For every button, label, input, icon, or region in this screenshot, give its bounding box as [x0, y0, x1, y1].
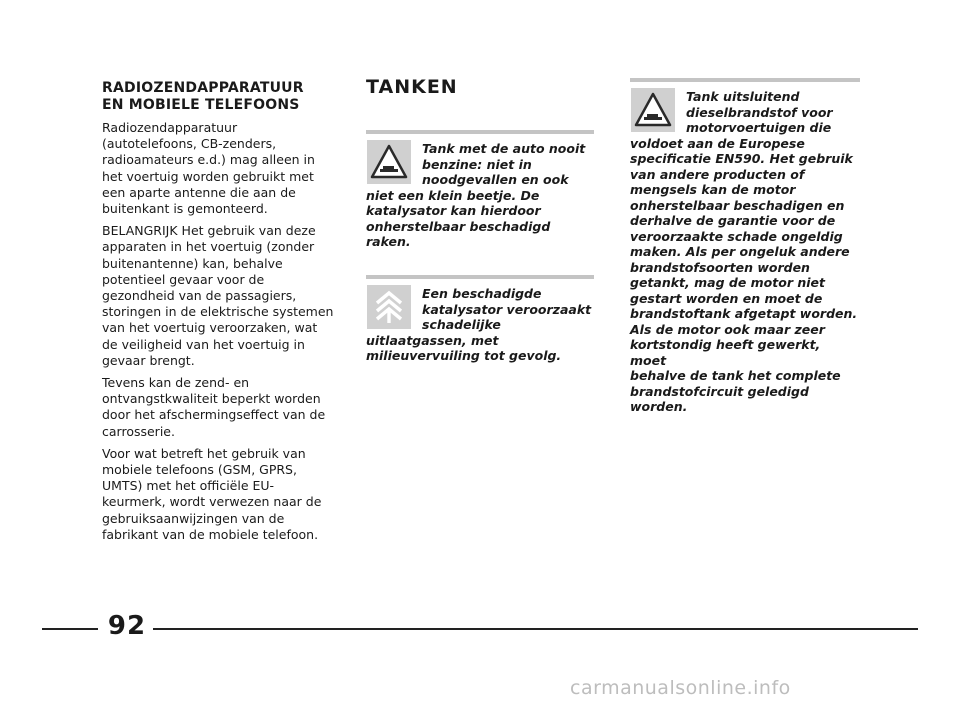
left-column — [102, 80, 334, 549]
warning-triangle-icon — [367, 140, 411, 184]
warning-box-catalyst — [366, 275, 594, 364]
paragraph: BELANGRIJK Het gebruik van deze apparaten in het voertuig (zonder buitenantenne) kan, behalve potentieel gevaar voor de gezondheid van de passagiers, storingen in de elektrische systemen van het voertuig veroorzaken, wat de veiligheid van het voertuig in gevaar brengt. — [102, 223, 334, 368]
environment-chevron-icon — [367, 285, 411, 329]
warning-triangle-icon — [631, 88, 675, 132]
warning-text: Tank met de auto nooit benzine: niet in noodgevallen en ook niet een klein beetje. De katalysator kan hierdoor onherstelbaar beschadigd raken. — [366, 141, 586, 249]
watermark: carmanualsonline.info — [570, 677, 791, 699]
warning-box-diesel — [630, 78, 860, 415]
footer-rule-left — [42, 628, 98, 630]
page-number: 92 — [107, 611, 147, 641]
paragraph: Voor wat betreft het gebruik van mobiele telefoons (GSM, GPRS, UMTS) met het officiële EU-keurmerk, wordt verwezen naar de gebruiksaanwijzingen van de fabrikant van de mobiele telefoon. — [102, 445, 322, 542]
radio-section-heading: RADIOZENDAPPARATUUR EN MOBIELE TELEFOONS — [102, 80, 304, 113]
paragraph: Radiozendapparatuur (autotelefoons, CB-zenders, radioamateurs e.d.) mag alleen in het voertuig worden gebruikt met een aparte antenne die aan de buitenkant is gemonteerd. — [102, 120, 315, 217]
warning-box-petrol — [366, 130, 594, 250]
section-title: TANKEN — [366, 76, 458, 98]
warning-text: Een beschadigde katalysator veroorzaakt schadelijke uitlaatgassen, met milieuvervuiling tot gevolg. — [366, 286, 592, 363]
paragraph: Tevens kan de zend- en ontvangstkwaliteit beperkt worden door het afschermingseffect van de carrosserie. — [102, 375, 326, 439]
warning-text: Tank uitsluitend dieselbrandstof voor motorvoertuigen die voldoet aan de Europese specificatie EN590. Het gebruik van andere producten of mengsels kan de motor onherstelbaar beschadigen en derhalve de garantie voor de veroorzaakte schade ongeldig maken. Als per ongeluk andere brandstofsoorten worden getankt, mag de motor niet gestart worden en moet de brandstoftank afgetapt worden. Als de motor ook maar zeer kortstondig heeft gewerkt, moet behalve de tank het complete brandstofcircuit geledigd worden. — [630, 89, 858, 414]
footer-rule-right — [153, 628, 918, 630]
